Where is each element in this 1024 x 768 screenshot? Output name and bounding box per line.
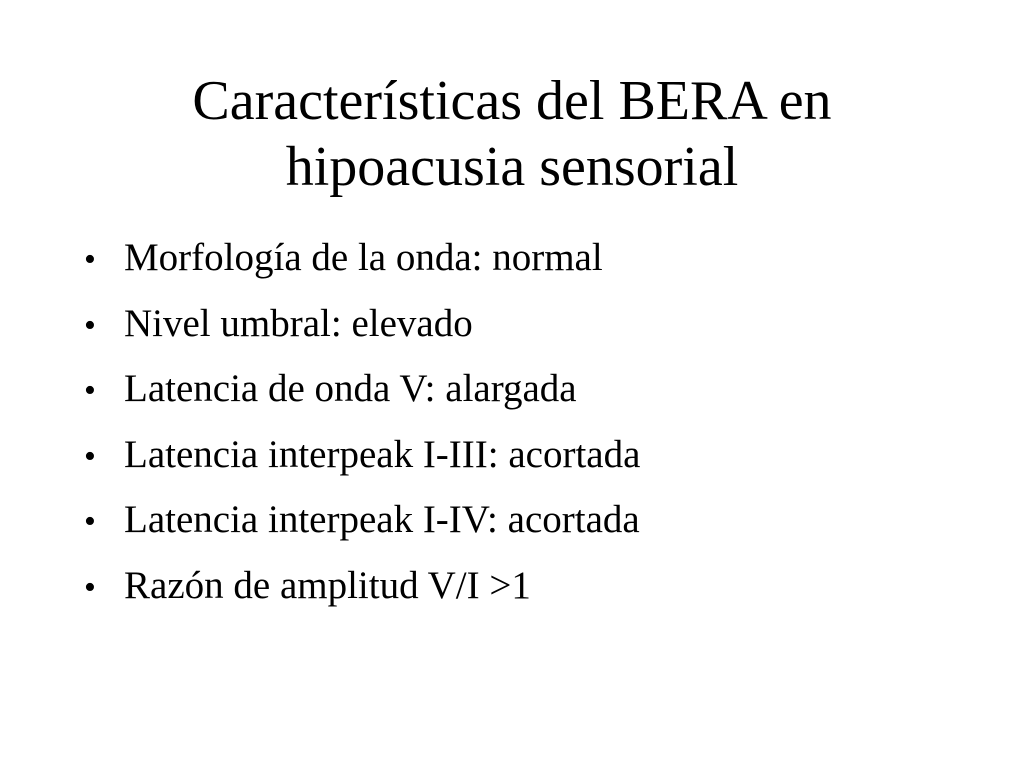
bullet-dot-icon: • (84, 568, 96, 606)
bullet-text: Razón de amplitud V/I >1 (124, 563, 531, 607)
bullet-text: Nivel umbral: elevado (124, 301, 473, 345)
bullet-dot-icon: • (84, 241, 96, 278)
slide-title-line-2: hipoacusia sensorial (285, 136, 739, 198)
bullet-item-wave-morphology (84, 229, 984, 295)
bullet-text: Latencia de onda V: alargada (124, 367, 577, 410)
bullet-text: Morfología de la onda: normal (124, 236, 603, 279)
bullet-dot-icon: • (84, 306, 96, 344)
slide-title-line-1: Características del BERA en (192, 70, 832, 132)
bullet-dot-icon: • (84, 503, 96, 540)
bullet-dot-icon: • (84, 437, 96, 475)
bullet-item-threshold-level (84, 295, 984, 361)
bullet-item-interpeak-i-iii (84, 426, 984, 492)
bullet-text: Latencia interpeak I-III: acortada (124, 432, 641, 476)
bullet-item-interpeak-i-iv (84, 491, 984, 557)
bullet-list (84, 229, 984, 622)
bullet-item-wave-v-latency (84, 360, 984, 426)
slide-title (0, 68, 1024, 200)
bullet-dot-icon: • (84, 372, 96, 409)
bullet-item-amplitude-ratio (84, 557, 984, 623)
bullet-text: Latencia interpeak I-IV: acortada (124, 498, 640, 541)
